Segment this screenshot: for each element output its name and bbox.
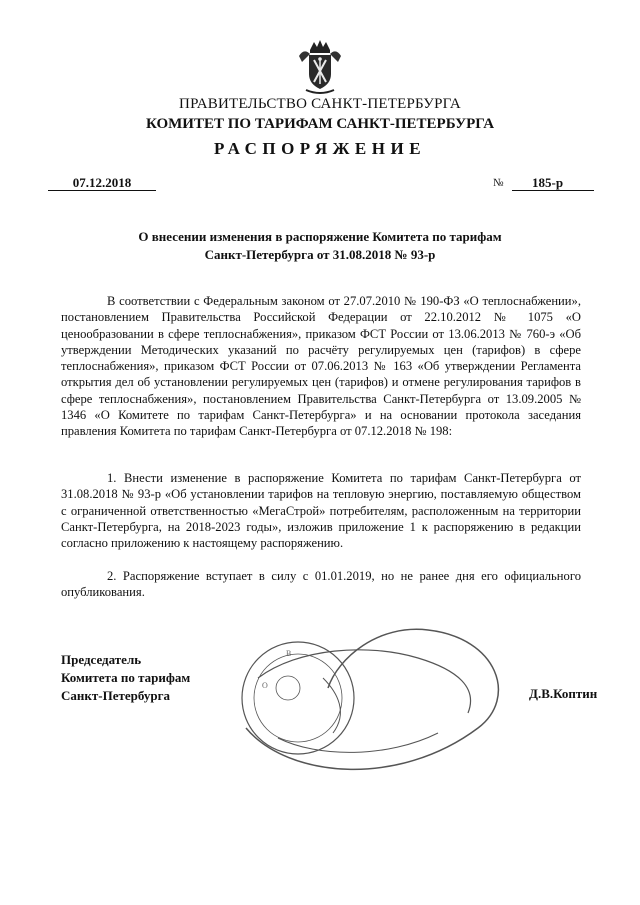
government-title: ПРАВИТЕЛЬСТВО САНКТ-ПЕТЕРБУРГА <box>179 96 461 112</box>
subject-line-2: Санкт-Петербурга от 31.08.2018 № 93-р <box>204 247 436 262</box>
committee-title: КОМИТЕТ ПО ТАРИФАМ САНКТ-ПЕТЕРБУРГА <box>145 116 495 132</box>
position-line-3: Санкт-Петербурга <box>61 688 170 703</box>
position-line-1: Председатель <box>61 652 142 667</box>
official-seal-signature-icon <box>228 618 528 788</box>
document-type-title: РАСПОРЯЖЕНИЕ <box>213 139 427 158</box>
document-number: 185-р <box>512 175 594 191</box>
number-sign: № <box>493 177 504 189</box>
document-subject <box>0 228 640 264</box>
position-line-2: Комитета по тарифам <box>61 670 191 685</box>
item-1-paragraph: 1. Внести изменение в распоряжение Комитета по тарифам Санкт-Петербурга от 31.08.2018 № 93-р «Об установлении тарифов на тепловую энергию, поставляемую обществом с ограниченной ответственностью «МегаСтрой» потребителям, расположенным на территории Санкт-Петербурга, на 2018-2023 годы», изложив приложение 1 к распоряжению в редакции согласно приложению к настоящему распоряжению. <box>61 471 581 551</box>
subject-line-1: О внесении изменения в распоряжение Комитета по тарифам <box>138 229 502 244</box>
item-2-paragraph: 2. Распоряжение вступает в силу с 01.01.2019, но не ранее дня его официального опубликования. <box>61 569 581 600</box>
svg-text:О: О <box>262 681 268 690</box>
preamble-paragraph: В соответствии с Федеральным законом от 27.07.2010 № 190-ФЗ «О теплоснабжении», постановлением Правительства Российской Федерации от 22.10.2012 № 1075 «О ценообразовании в сфере теплоснабжения», приказом ФСТ России от 13.06.2013 № 760-э «Об утверждении Методических указаний по расчёту регулируемых цен (тарифов) в сфере теплоснабжения», приказом ФСТ России от 07.06.2013 № 163 «Об утверждении Регламента открытия дел об установлении регулируемых цен (тарифов) и отмене регулирования тарифов в сфере теплоснабжения», постановлением Правительства Санкт-Петербурга от 13.09.2005 № 1346 «О Комитете по тарифам Санкт-Петербурга» и на основании протокола заседания правления Комитета по тарифам Санкт-Петербурга от 07.12.2018 № 198: <box>61 294 581 439</box>
document-date: 07.12.2018 <box>48 175 156 191</box>
coat-of-arms-icon <box>296 38 344 96</box>
svg-text:В: В <box>286 649 292 658</box>
signatory-position <box>61 651 190 705</box>
signatory-name: Д.В.Коптин <box>529 686 598 701</box>
